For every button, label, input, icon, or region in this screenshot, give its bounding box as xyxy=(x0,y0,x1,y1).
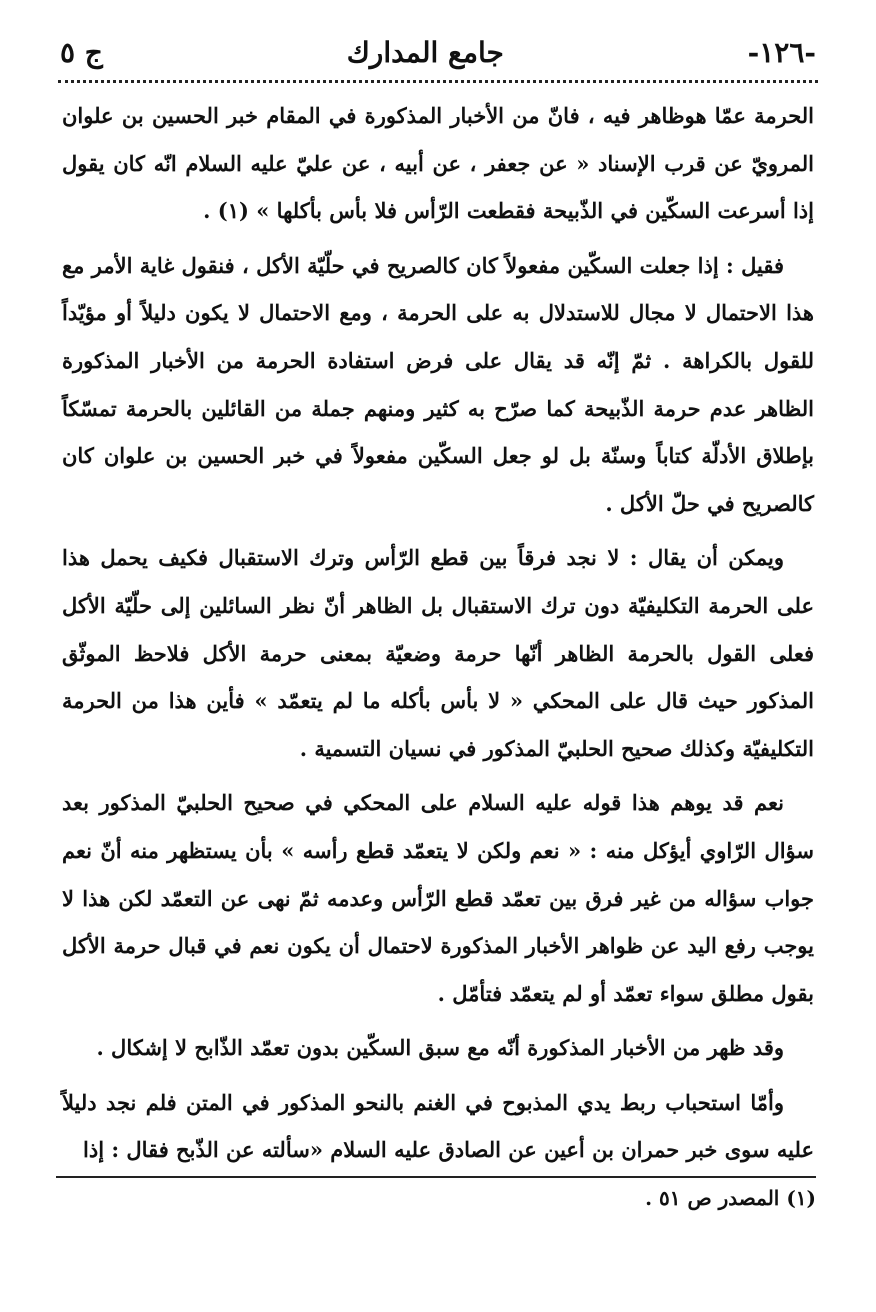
footnote: (١) المصدر ص ٥١ . xyxy=(645,1186,816,1210)
paragraph: الحرمة عمّا هوظاهر فيه ، فانّ من الأخبار المذكورة في المقام خبر الحسين بن علوان المرويّ عن قرب الإسناد « عن جعفر ، عن أبيه ، عن عليّ عليه السلام انّه كان يقول إذا أسرعت السكّين في الذّبيحة فقطعت الرّأس فلا بأس بأكلها » (١) . xyxy=(62,103,814,224)
page-number: -١٢٦- xyxy=(747,35,816,69)
paragraph: ويمكن أن يقال : لا نجد فرقاً بين قطع الرّأس وترك الاستقبال فكيف يحمل هذا على الحرمة التكليفيّة دون ترك الاستقبال بل الظاهر أنّ نظر السائلين إلى حلّيّة الأكل فعلى القول بالحرمة الظاهر أنّها حرمة وضعيّة بمعنى حرمة الأكل فلاحظ الموثّق المذكور حيث قال على المحكي « لا بأس بأكله ما لم يتعمّد » فأين هذا من الحرمة التكليفيّة وكذلك صحيح الحلبيّ المذكور في نسيان التسمية . xyxy=(62,545,814,761)
footnote-divider xyxy=(56,1176,816,1178)
book-title: جامع المدارك xyxy=(346,35,504,69)
header-divider xyxy=(58,80,818,83)
paragraph: وأمّا استحباب ربط يدي المذبوح في الغنم بالنحو المذكور في المتن فلم نجد دليلاً عليه سوى خبر حمران بن أعين عن الصادق عليه السلام «سألته عن الذّبح فقال : إذا xyxy=(62,1089,814,1163)
paragraph: نعم قد يوهم هذا قوله عليه السلام على المحكي في صحيح الحلبيّ المذكور بعد سؤال الرّاوي أيؤكل منه : « نعم ولكن لا يتعمّد قطع رأسه » بأن يستظهر منه أنّ نعم جواب سؤاله من غير فرق بين تعمّد قطع الرّأس وعدمه ثمّ نهى عن التعمّد لكن هذا لا يوجب رفع اليد عن ظواهر الأخبار المذكورة لاحتمال أن يكون نعم في قبال حرمة الأكل بقول مطلق سواء تعمّد أو لم يتعمّد فتأمّل . xyxy=(62,790,814,1006)
main-text xyxy=(62,92,814,1174)
page-header xyxy=(60,28,816,76)
paragraph: فقيل : إذا جعلت السكّين مفعولاً كان كالصريح في حلّيّة الأكل ، فنقول غاية الأمر مع هذا الاحتمال لا مجال للاستدلال به على الحرمة ، ومع الاحتمال لا يكون دليلاً أو مؤيّداً للقول بالكراهة . ثمّ إنّه قد يقال على فرض استفادة الحرمة من الأخبار المذكورة الظاهر عدم حرمة الذّبيحة كما صرّح به كثير ومنهم جملة من القائلين بالحرمة تمسّكاً بإطلاق الأدلّة كتاباً وسنّة بل لو جعل السكّين مفعولاً في خبر الحسين بن علوان كان كالصريح في حلّ الأكل . xyxy=(62,252,814,516)
volume-number: ج ٥ xyxy=(60,35,103,69)
paragraph: وقد ظهر من الأخبار المذكورة أنّه مع سبق السكّين بدون تعمّد الذّابح لا إشكال . xyxy=(96,1035,784,1061)
